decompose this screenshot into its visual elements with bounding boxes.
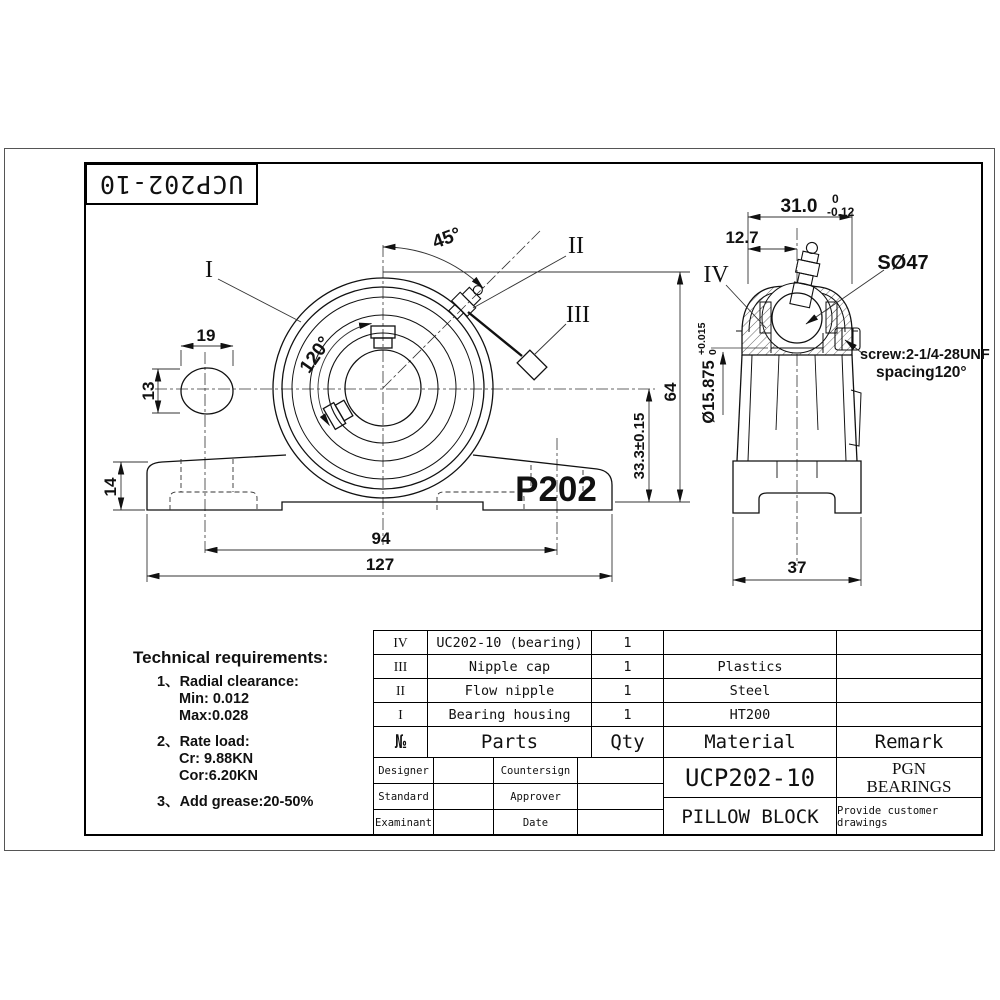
cell-qty: 1 — [592, 655, 664, 679]
table-row — [374, 679, 981, 703]
header-no: № — [374, 727, 428, 758]
technical-requirements — [133, 648, 383, 811]
front-view-texts — [101, 224, 680, 574]
approver-label: Approver — [494, 784, 578, 810]
cell-material: HT200 — [664, 703, 837, 727]
header-material: Material — [664, 727, 837, 758]
note-spacing: spacing120° — [876, 364, 967, 381]
part-number: UCP202-10 — [664, 758, 836, 798]
approver-value — [578, 784, 663, 810]
cell-qty: 1 — [592, 679, 664, 703]
flow-nipple — [445, 279, 488, 322]
header-parts: Parts — [428, 727, 592, 758]
dim-37: 37 — [787, 558, 807, 577]
dim-angle-45: 45° — [429, 223, 464, 254]
company-line2: BEARINGS — [866, 776, 952, 796]
table-row — [374, 631, 981, 655]
tech-req-item1: 1、Radial clearance: — [157, 674, 299, 690]
dim-19: 19 — [196, 326, 216, 345]
table-row — [374, 655, 981, 679]
dim-31: 31.0 — [780, 196, 818, 217]
cell-no: III — [374, 655, 428, 679]
date-label: Date — [494, 810, 578, 836]
tech-req-item1-min: Min: 0.012 — [179, 691, 250, 707]
countersign-value — [578, 758, 663, 784]
cell-remark — [837, 631, 981, 655]
label-part-iv: IV — [703, 262, 729, 288]
company-line1: PGN — [891, 758, 926, 778]
examinant-value — [434, 810, 494, 836]
tech-req-title: Technical requirements: — [133, 648, 329, 667]
dim-bore-tol-lower: 0 — [707, 349, 719, 355]
table-header-row — [374, 727, 981, 758]
dim-127: 127 — [365, 555, 395, 574]
countersign-label: Countersign — [494, 758, 578, 784]
dim-64: 64 — [661, 382, 680, 402]
front-view-dimensions — [113, 247, 690, 582]
dim-12-7: 12.7 — [725, 228, 759, 247]
housing-marking: P202 — [515, 470, 597, 509]
dim-94: 94 — [371, 529, 391, 548]
cell-remark — [837, 703, 981, 727]
cell-no: I — [374, 703, 428, 727]
cell-qty: 1 — [592, 631, 664, 655]
date-value — [578, 810, 663, 836]
corner-part-number-box — [85, 163, 258, 205]
cell-material: Steel — [664, 679, 837, 703]
title-block — [374, 758, 981, 836]
dim-14: 14 — [101, 477, 120, 497]
cell-remark — [837, 655, 981, 679]
standard-value — [434, 784, 494, 810]
side-view — [733, 228, 861, 566]
dim-31-tol-lower: -0.12 — [827, 205, 855, 219]
tech-req-item3: 3、Add grease:20-50% — [157, 794, 314, 810]
side-view-dimensions — [711, 212, 884, 586]
cell-qty: 1 — [592, 703, 664, 727]
examinant-label: Examinant — [374, 810, 434, 836]
dim-bore-tol-upper: +0.015 — [696, 322, 708, 355]
table-row — [374, 703, 981, 727]
designer-label: Designer — [374, 758, 434, 784]
cell-no: II — [374, 679, 428, 703]
label-part-iii: III — [566, 302, 590, 328]
part-id-block — [664, 758, 837, 836]
header-qty: Qty — [592, 727, 664, 758]
cell-part: Bearing housing — [428, 703, 592, 727]
cell-part: UC202-10 (bearing) — [428, 631, 592, 655]
company-name — [837, 758, 981, 798]
seal-left — [760, 302, 771, 333]
cell-material: Plastics — [664, 655, 837, 679]
corner-part-number: UCP202-10 — [99, 169, 244, 199]
dim-bore: Ø15.875 — [700, 360, 718, 424]
tech-req-item2: 2、Rate load: — [157, 734, 250, 750]
dim-13: 13 — [139, 381, 158, 401]
label-part-i: I — [205, 257, 213, 283]
company-note: Provide customer drawings — [837, 805, 939, 829]
dim-sphere: SØ47 — [877, 252, 929, 274]
parts-table — [373, 630, 982, 835]
designer-value — [434, 758, 494, 784]
dim-center-height: 33.3±0.15 — [631, 412, 648, 480]
cell-part: Nipple cap — [428, 655, 592, 679]
dim-31-tol-upper: 0 — [832, 192, 839, 206]
company-block — [837, 758, 981, 836]
bolt-slot — [181, 368, 233, 414]
tech-req-item2-cor: Cor:6.20KN — [179, 768, 258, 784]
standard-label: Standard — [374, 784, 434, 810]
dim-angle-120: 120° — [295, 333, 336, 378]
cell-material — [664, 631, 837, 655]
signature-grid — [374, 758, 664, 836]
cell-part: Flow nipple — [428, 679, 592, 703]
tech-req-item2-cr: Cr: 9.88KN — [179, 751, 254, 767]
label-part-ii: II — [568, 233, 584, 259]
product-name: PILLOW BLOCK — [681, 806, 819, 828]
header-remark: Remark — [837, 727, 981, 758]
cell-remark — [837, 679, 981, 703]
cell-no: IV — [374, 631, 428, 655]
tech-req-item1-max: Max:0.028 — [179, 708, 249, 724]
note-screw: screw:2-1/4-28UNF — [860, 347, 990, 363]
set-screw-lower — [323, 398, 354, 430]
